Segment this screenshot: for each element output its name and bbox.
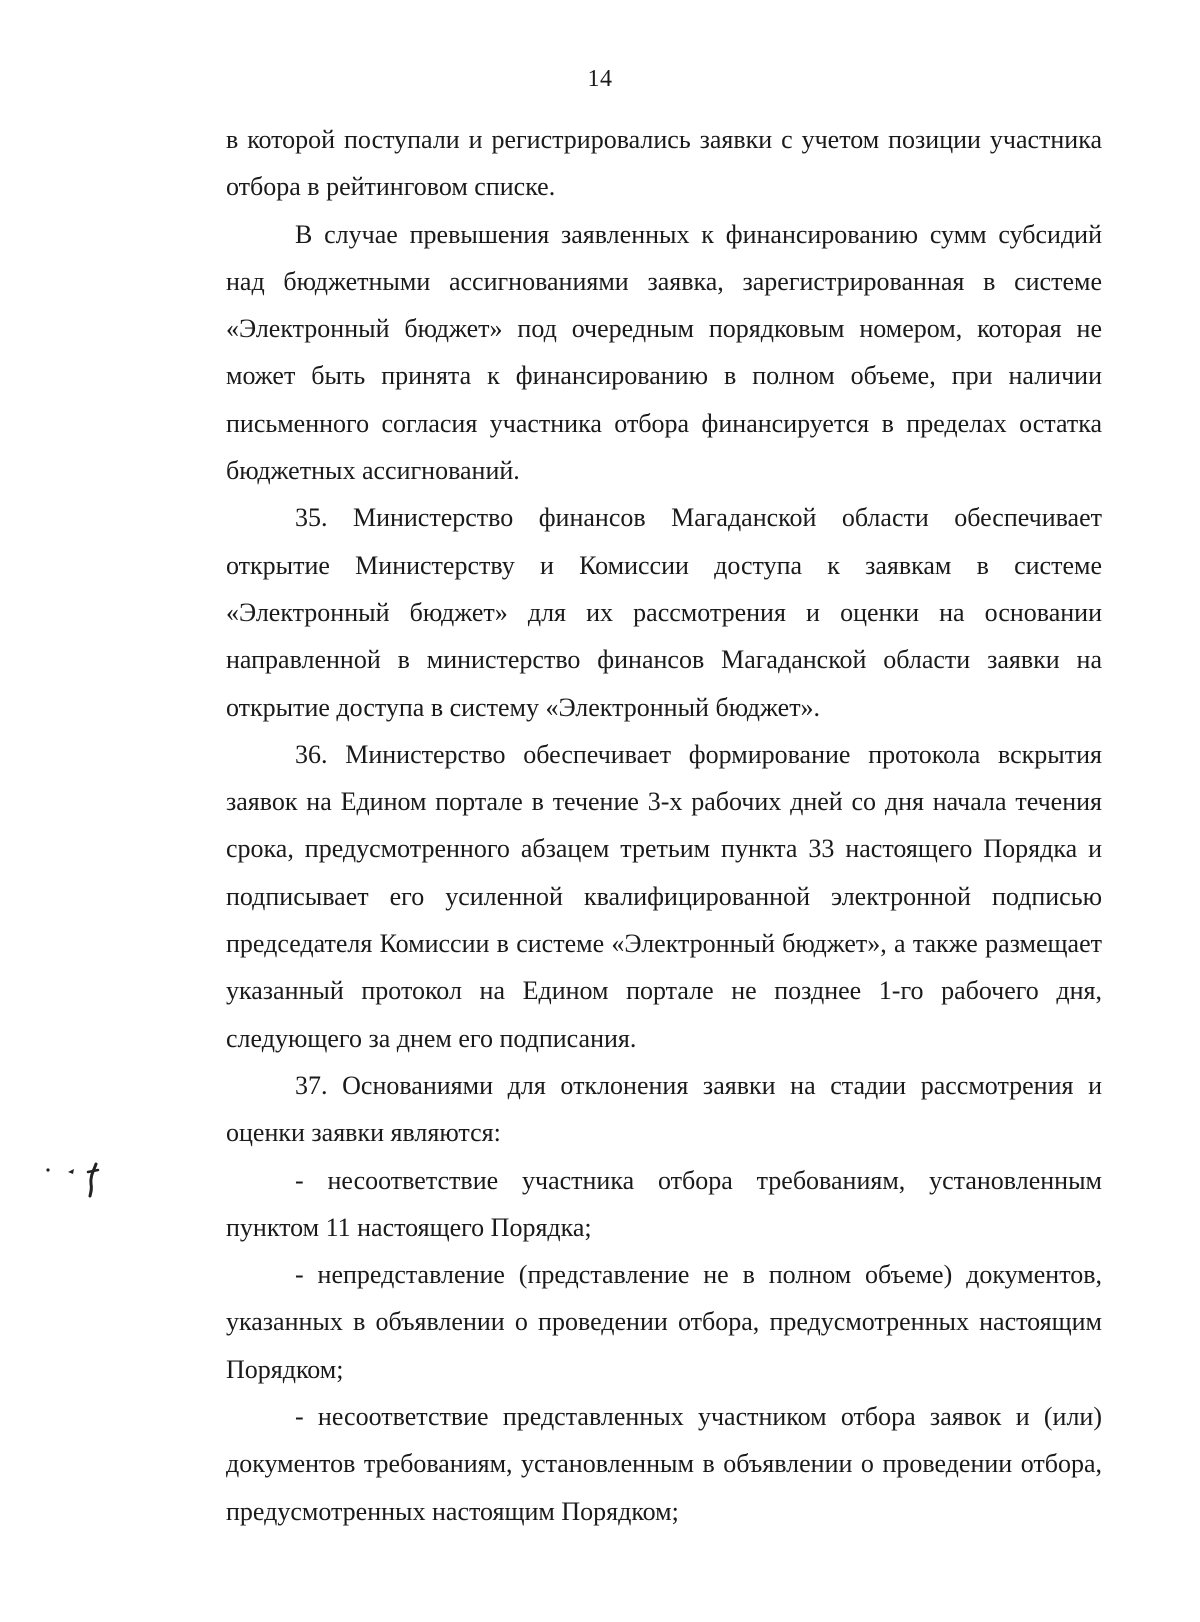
- paragraph-item-35: 35. Министерство финансов Магаданской области обеспечивает открытие Министерству и Комиссии доступа к заявкам в системе «Электронный бюджет» для их рассмотрения и оценки на основании направленной в министерство финансов Магаданской области заявки на открытие доступа в систему «Электронный бюджет».: [226, 503, 1102, 722]
- list-item-documents-mismatch: - несоответствие представленных участником отбора заявок и (или) документов требованиям, установленным в объявлении о проведении отбора, предусмотренных настоящим Порядком;: [226, 1402, 1102, 1526]
- paragraph-item-37: 37. Основаниями для отклонения заявки на стадии рассмотрения и оценки заявки являются:: [226, 1070, 1102, 1148]
- paragraph-subsidy-excess: В случае превышения заявленных к финансированию сумм субсидий над бюджетными ассигнованиями заявка, зарегистрированная в системе «Электронный бюджет» под очередным порядковым номером, которая не может быть принята к финансированию в полном объеме, при наличии письменного согласия участника отбора финансируется в пределах остатка бюджетных ассигнований.: [226, 219, 1102, 486]
- list-item-documents-missing: - непредставление (представление не в полном объеме) документов, указанных в объявлении о проведении отбора, предусмотренных настоящим Порядком;: [226, 1260, 1102, 1384]
- document-body: [226, 116, 1102, 1535]
- handwritten-mark-icon: [38, 1158, 118, 1198]
- list-item-requirements-mismatch: - несоответствие участника отбора требованиям, установленным пунктом 11 настоящего Порядка;: [226, 1165, 1102, 1242]
- paragraph-item-36: 36. Министерство обеспечивает формирование протокола вскрытия заявок на Едином портале в течение 3-х рабочих дней со дня начала течения срока, предусмотренного абзацем третьим пункта 33 настоящего Порядка и подписывает его усиленной квалифицированной электронной подписью председателя Комиссии в системе «Электронный бюджет», а также размещает указанный протокол на Едином портале не позднее 1-го рабочего дня, следующего за днем его подписания.: [226, 739, 1102, 1053]
- paragraph-continuation: в которой поступали и регистрировались заявки с учетом позиции участника отбора в рейтинговом списке.: [226, 125, 1102, 202]
- page-number: 14: [587, 66, 613, 92]
